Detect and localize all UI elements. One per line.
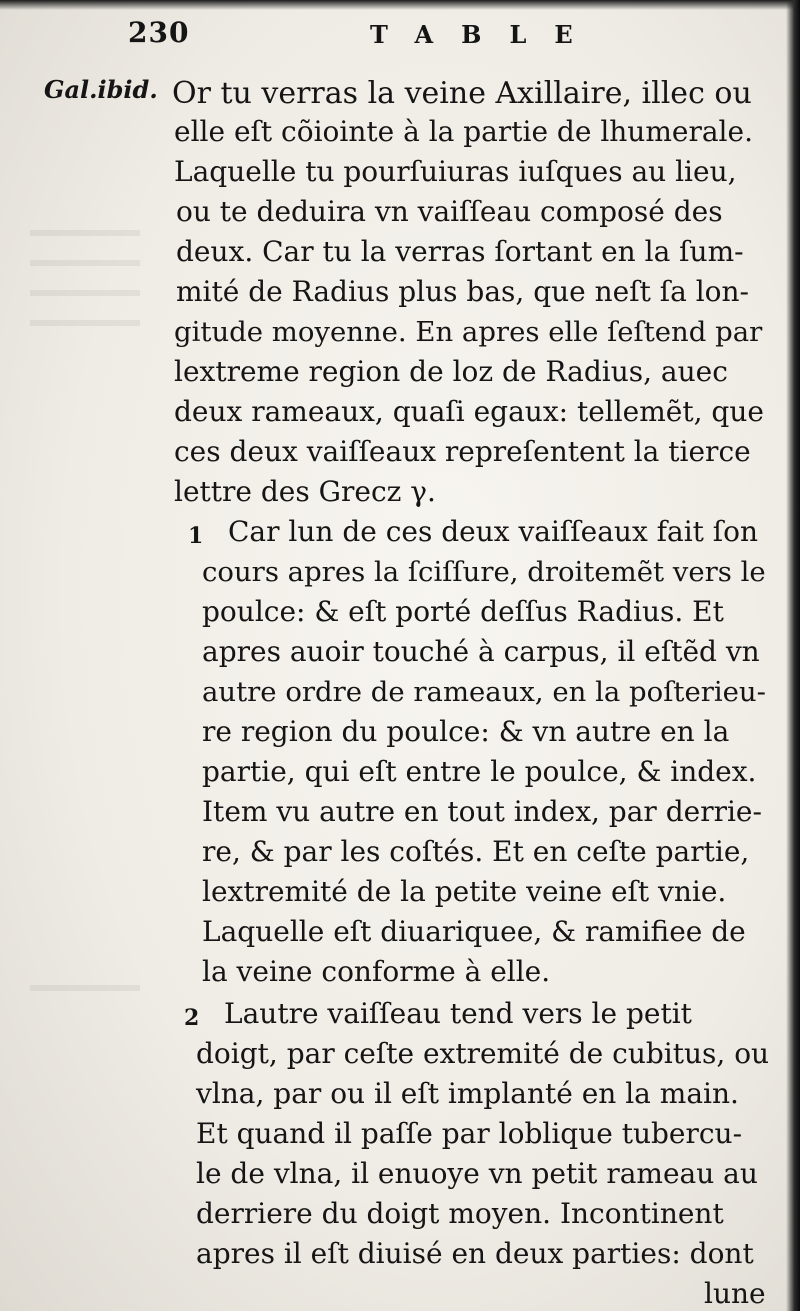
text-line: lextremité de la petite veine eſt vnie. [202,875,727,908]
text-line: Item vu autre en tout index, par derrie- [202,795,762,828]
text-line: cours apres la ſciſſure, droitemẽt vers le [202,556,766,588]
text-line: vlna, par ou il eſt implanté en la main. [196,1077,739,1110]
text-line: deux rameaux, quaſi egaux: tellemẽt, que [174,395,764,428]
text-line: Car lun de ces deux vaiſſeaux fait ſon [228,515,759,548]
text-line: gitude moyenne. En apres elle ſeſtend par [174,316,763,348]
scan-edge-right [786,0,800,1311]
text-line: le de vlna, il enuoye vn petit rameau au [196,1157,758,1190]
text-line: autre ordre de rameaux, en la poſterieu- [202,676,766,708]
text-line: apres auoir touché à carpus, il eſtẽd vn [202,635,760,668]
item-number: 1 [188,523,204,549]
bleed-through-mark [30,230,140,330]
text-line: re region du poulce: & vn autre en la [202,715,730,748]
bleed-through-mark [30,985,140,1015]
text-line: lettre des Grecz γ. [174,475,436,508]
page-number: 230 [128,16,190,49]
text-line: Laquelle tu pourſuiuras iuſques au lieu, [174,155,737,188]
text-line: Et quand il paſſe par loblique tubercu- [196,1117,743,1150]
text-line: poulce: & eſt porté deſſus Radius. Et [202,595,724,628]
scan-edge-top [0,0,800,10]
text-line: apres il eſt diuisé en deux parties: dont [196,1237,754,1270]
running-title: TABLE [370,20,601,49]
text-line: elle eſt cõiointe à la partie de lhumerale. [174,115,753,148]
text-line: lextreme region de loz de Radius, auec [174,355,728,388]
margin-note: Gal.ibid. [44,75,158,104]
page-header [0,16,800,56]
text-line: partie, qui eſt entre le poulce, & index. [202,755,757,788]
text-line: derriere du doigt moyen. Incontinent [196,1197,724,1230]
text-line: deux. Car tu la verras ſortant en la ſum- [176,235,744,268]
text-line: Laquelle eſt diuariquee, & ramifiee de [202,915,746,948]
text-line: doigt, par ceſte extremité de cubitus, ou [196,1037,770,1070]
text-line: ces deux vaiſſeaux repreſentent la tierce [174,435,751,468]
text-line: ou te deduira vn vaiſſeau composé des [176,195,723,228]
text-line: mité de Radius plus bas, que neſt ſa lon- [176,275,750,308]
text-line: re, & par les coſtés. Et en ceſte partie, [202,835,750,868]
item-number: 2 [184,1005,200,1031]
text-line: Or tu verras la veine Axillaire, illec ou [172,76,752,111]
text-line: la veine conforme à elle. [202,955,551,988]
text-line: Lautre vaiſſeau tend vers le petit [224,997,692,1030]
catchword: lune [704,1277,766,1310]
